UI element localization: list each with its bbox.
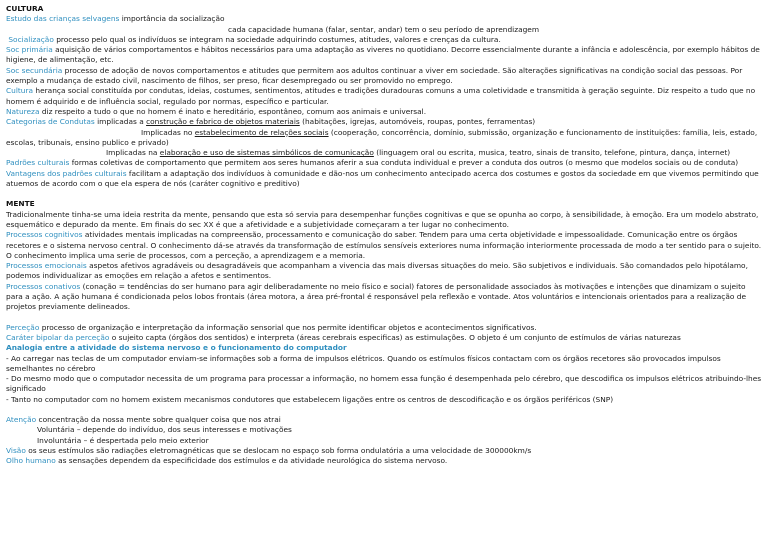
heading-analogia: Analogia entre a atividade do sistema nervoso e o funcionamento do computador [6,343,347,353]
section-title-cultura: CULTURA [6,4,44,13]
paragraph-percecao [6,323,762,333]
text-criancas-selvagens: importância da socialização [119,14,225,24]
text-cat2-underlined: estabelecimento de relações sociais [194,127,329,137]
text-percecao: processo de organização e interpretação da informação sensorial que nos permite identificar objetos e acontecimentos significativos. [39,322,537,332]
text-categorias-pre: implicadas a [94,117,147,127]
paragraph-soc-primaria [6,45,762,66]
text-cultura: herança social constituída por condutas, ideias, costumes, sentimentos, atitudes e tradições duradouras comuns a uma coletividade e transmitida à geração seguinte. Diz respeito a tudo que no homem é adquirido e de influência social, regulado por normas, específico e particular. [6,86,756,106]
paragraph-mente-intro: Tradicionalmente tinha-se uma ideia restrita da mente, pensando que esta só servia para desempenhar funções cognitivas e que se opunha ao corpo, à sensibilidade, à emoção. Era um modelo abstrato, esquemático e depurado da mente. Em finais do sec XX é que a afetividade e a subjetividade começaram a ter lugar no conhecimento. [6,209,759,229]
term-cultura: Cultura [6,86,34,96]
term-categorias: Categorias de Condutas [6,117,95,127]
term-cognitivos: Processos cognitivos [6,230,83,240]
term-percecao: Perceção [6,322,40,332]
paragraph-capacidade: cada capacidade humana (falar, sentar, andar) tem o seu período de aprendizagem [228,24,540,34]
term-emocionais: Processos emocionais [6,261,87,271]
term-conativos: Processos conativos [6,281,81,291]
term-criancas-selvagens: Estudo das crianças selvagens [6,14,120,24]
text-categorias-post: (habitações, igrejas, automóveis, roupas, pontes, ferramentas) [299,117,536,127]
text-padroes: formas coletivas de comportamento que permitem aos seres humanos aferir a sua conduta individual e prever a conduta dos outros (o mesmo que modelos sociais ou de conduta) [69,158,739,168]
paragraph-visao [6,446,762,456]
term-socializacao: Socialização [8,34,54,44]
text-cat3-underlined: elaboração e uso de sistemas simbólicos de comunicação [159,148,374,158]
term-padroes: Padrões culturais [6,158,70,168]
text-cat3-post: (linguagem oral ou escrita, musica, teatro, sinais de transito, telefone, pintura, dança, internet) [373,148,731,158]
paragraph-bipolar [6,333,762,343]
text-cognitivos: atividades mentais implicadas na compreensão, processamento e comunicação do saber. Tendem para uma certa objetividade e impessoalidade. Comunicação entre os órgãos recetores e o sistema nervoso central. O conhecimento dá-se através da transformação de estímulos sensíveis exteriores numa informação interiormente processada de modo a ter sentido para o sujeito. O conhecimento implica uma serie de processos, com a perceção, a aprendizagem e a memoria. [6,230,762,260]
text-categorias-underlined: construção e fabrico de objetos materiais [146,117,300,127]
paragraph-cognitivos [6,230,762,261]
paragraph-atencao-involuntaria: Involuntária – é despertada pelo meio exterior [37,435,209,445]
text-visao: os seus estímulos são radiações eletromagnéticas que se deslocam no espaço sob forma ondulatória a uma velocidade de 300000km/s [25,445,532,455]
text-vantagens: facilitam a adaptação dos indivíduos à comunidade e dão-nos um conhecimento antecipado acerca dos costumes e gostos da sociedade em que vivemos permitindo que atuemos de acordo com o que ela espera de nós (caráter cognitivo e preditivo) [6,168,759,189]
term-olho-humano: Olho humano [6,456,56,466]
section-gap [6,405,762,415]
text-soc-secundaria: processo de adoção de novos comportamentos e atitudes que permitem aos adultos continuar a viver em sociedade. São alterações significativas na condição social das pessoas. Por exemplo a mudança de estado civil, nascimento de filhos, ser preso, ficar desempregado ou ser promovido no emprego. [6,65,743,86]
term-soc-primaria: Soc primária [6,45,53,55]
text-bipolar: o sujeito capta (órgãos dos sentidos) e interpreta (áreas cerebrais especificas) as estimulações. O objeto é um conjunto de estímulos de várias naturezas [109,332,681,342]
section-title-mente: MENTE [6,199,35,209]
paragraph-atencao-voluntaria: Voluntária – depende do indivíduo, dos seus interesses e motivações [37,425,292,435]
list-item-analogia: - Do mesmo modo que o computador necessita de um programa para processar a informação, no homem essa função é desempenhada pelo cérebro, que descodifica os impulsos elétricos atribuindo-lhes significado [6,374,762,394]
paragraph-categorias-2 [6,128,762,149]
paragraph-cultura [6,86,762,107]
section-gap [6,189,762,199]
paragraph-padroes [6,158,762,168]
text-conativos: (conação = tendências do ser humano para agir deliberadamente no meio físico e social) fatores de personalidade associados às motivações e intenções que dinamizam o sujeito para a ação. A ação humana é condicionada pelos lobos frontais (área motora, a área pré-frontal é responsável pela reflexão e vontade. Atos voluntários e intencionais orientados para a realização de projetos previamente delineados. [6,281,746,312]
section-gap [6,313,762,323]
list-item-analogia: - Ao carregar nas teclas de um computador enviam-se informações sob a forma de impulsos elétricos. Quando os estímulos físicos contactam com os órgãos recetores são provocados impulsos semelhantes no cérebro [6,353,721,373]
paragraph-atencao [6,415,762,425]
text-cat2-pre: Implicadas no [141,127,195,137]
text-socializacao: processo pelo qual os indivíduos se integram na sociedade adquirindo costumes, atitudes, valores e crenças da cultura. [53,34,501,44]
paragraph-categorias-3 [6,148,762,158]
text-natureza: diz respeito a tudo o que no homem é inato e hereditário, espontâneo, comum aos animais e universal. [39,106,427,116]
text-emocionais: aspetos afetivos agradáveis ou desagradáveis que acompanham a vivencia das mais diversas situações do meio. São subjetivos e individuais. São comandados pelo hipotálamo, podemos individualizar as emoções em relação a afetos e sentimentos. [6,261,748,281]
paragraph-soc-secundaria [6,66,762,87]
term-bipolar: Caráter bipolar da perceção [6,332,110,342]
text-cat3-pre: Implicadas na [106,148,160,158]
text-olho-humano: as sensações dependem da especificidade dos estímulos e da atividade neurológica do sistema nervoso. [55,456,448,466]
text-soc-primaria: aquisição de vários comportamentos e hábitos necessários para uma adaptação as viveres no quotidiano. Decorre essencialmente durante a infância e adolescência, por exemplo hábitos de higiene, de alimentação, etc. [6,45,760,65]
term-visao: Visão [6,445,26,455]
paragraph-categorias [6,117,762,127]
term-atencao: Atenção [6,414,37,424]
term-vantagens: Vantagens dos padrões culturais [6,168,127,178]
text-atencao: concentração da nossa mente sobre qualquer coisa que nos atrai [36,414,281,424]
list-item-analogia: - Tanto no computador com no homem existem mecanismos condutores que estabelecem ligações entre os centros de descodificação e os órgãos periféricos (SNP) [6,394,614,404]
term-soc-secundaria: Soc secundária [6,65,63,75]
paragraph-natureza [6,107,762,117]
text-cat2-post: (cooperação, concorrência, domínio, submissão, organização e funcionamento de instituições: família, leis, estado, escolas, tribunais, ensino publico e privado) [6,127,758,147]
paragraph-conativos [6,282,762,313]
term-natureza: Natureza [6,106,40,116]
paragraph-socializacao [6,35,762,45]
paragraph-emocionais [6,261,762,282]
paragraph-vantagens [6,169,762,190]
paragraph-olho-humano [6,456,762,466]
paragraph-criancas-selvagens [6,14,762,24]
